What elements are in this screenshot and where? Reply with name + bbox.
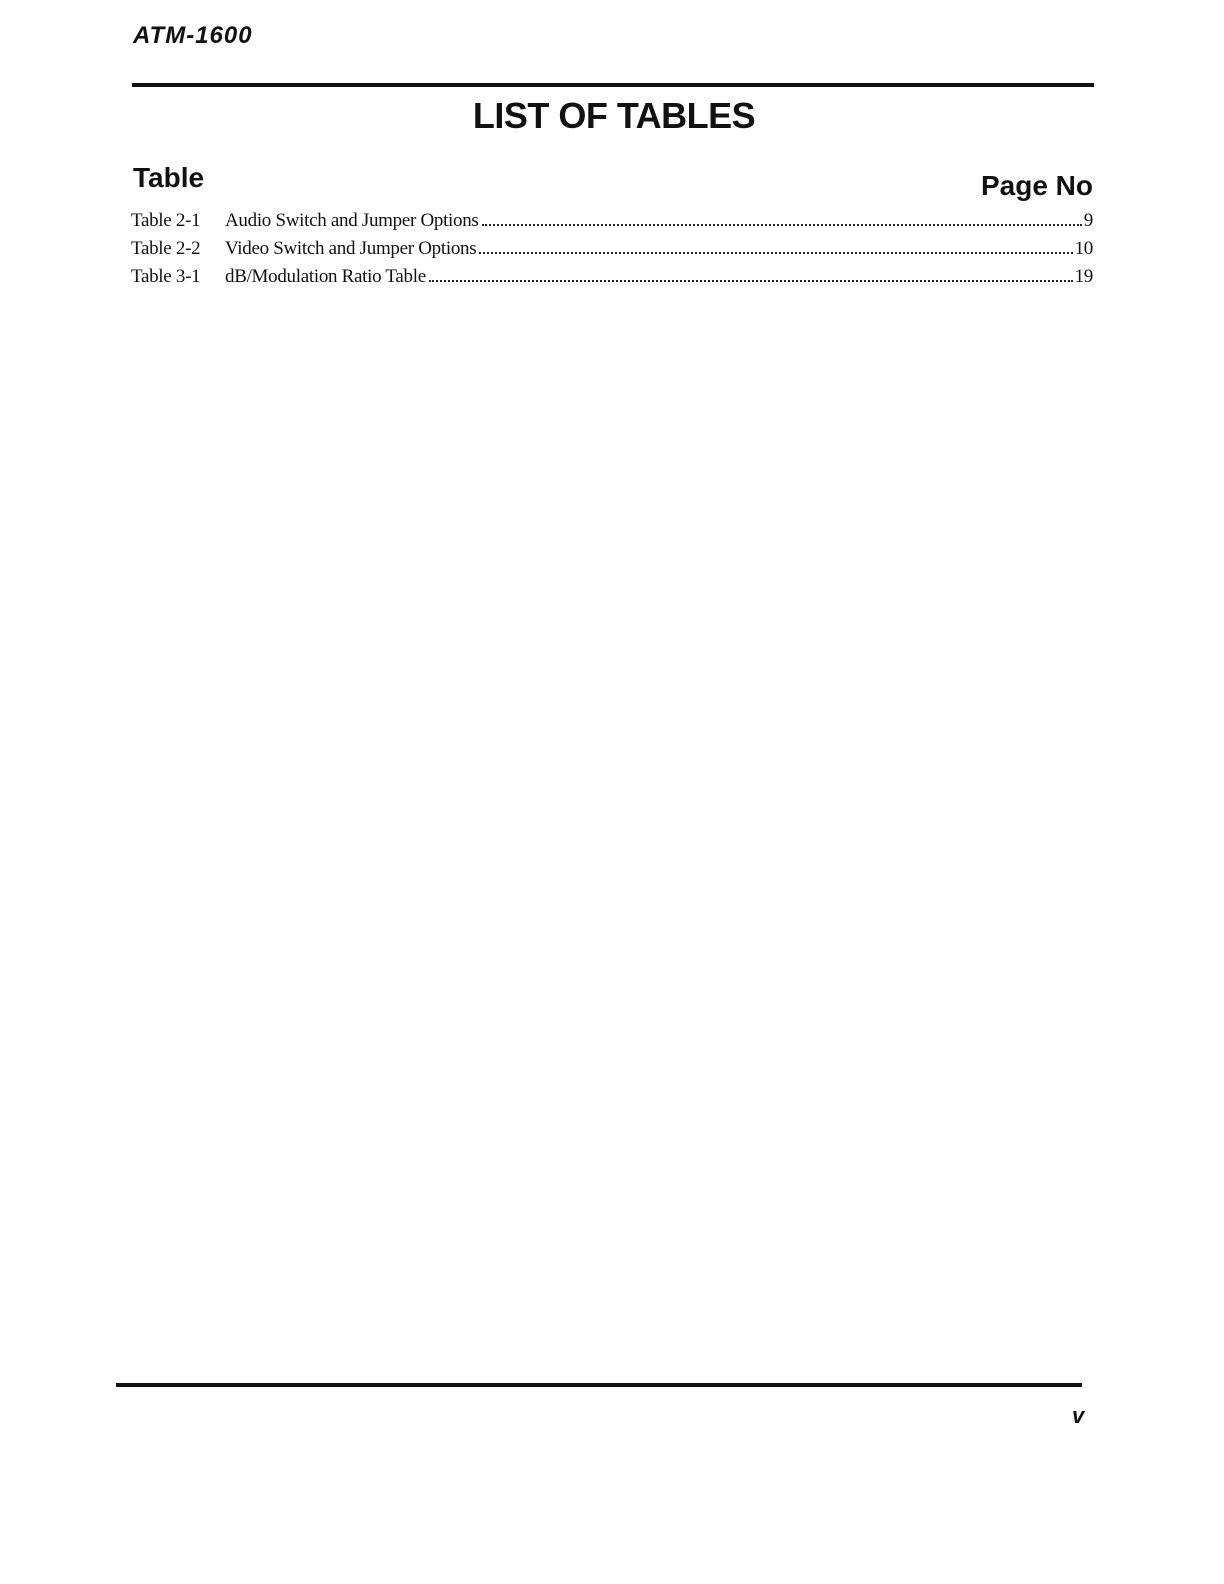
dot-leader <box>429 280 1073 282</box>
page-number: v <box>1072 1403 1085 1428</box>
toc-entry <box>131 210 1093 238</box>
dot-leader <box>479 252 1072 254</box>
toc-entry-title: dB/Modulation Ratio Table <box>225 266 426 287</box>
toc-entry-number: Table 2-1 <box>131 210 201 231</box>
list-of-tables <box>131 210 1093 294</box>
column-heading-table: Table <box>133 162 205 193</box>
toc-entry <box>131 266 1093 294</box>
column-heading-page-no: Page No <box>980 170 1093 201</box>
toc-entry-title: Video Switch and Jumper Options <box>225 238 477 259</box>
top-rule <box>132 83 1094 87</box>
page-title: LIST OF TABLES <box>472 95 756 136</box>
toc-entry-page: 9 <box>1083 210 1093 231</box>
toc-entry-title: Audio Switch and Jumper Options <box>225 210 479 231</box>
header-model: ATM-1600 <box>133 22 253 49</box>
toc-entry-number: Table 2-2 <box>131 238 201 259</box>
toc-entry-page: 19 <box>1074 266 1093 287</box>
toc-entry-number: Table 3-1 <box>131 266 201 287</box>
bottom-rule <box>116 1383 1082 1387</box>
toc-entry-page: 10 <box>1074 238 1093 259</box>
toc-entry <box>131 238 1093 266</box>
dot-leader <box>482 224 1082 226</box>
